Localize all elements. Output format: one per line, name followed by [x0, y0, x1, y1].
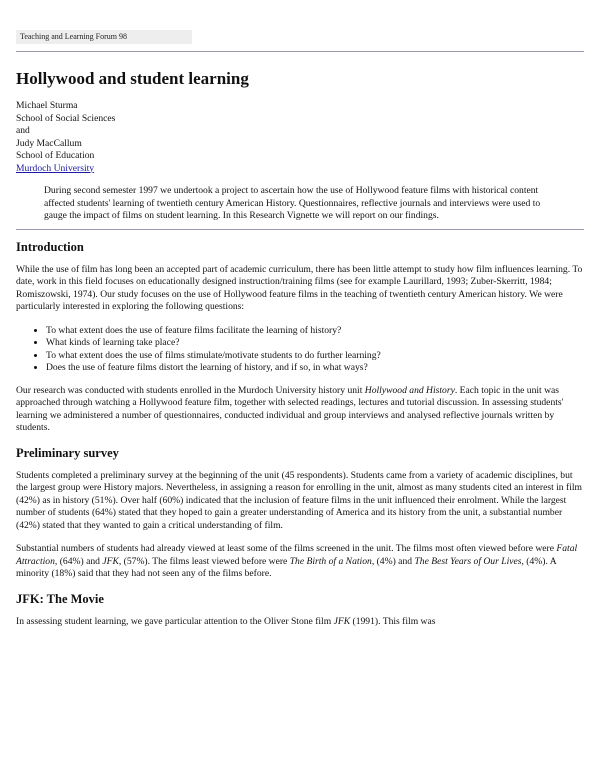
author-school: School of Education — [16, 150, 95, 161]
section-heading-introduction: Introduction — [16, 239, 84, 254]
list-item: • To what extent does the use of films stimulate/motivate students to do further learning? — [46, 350, 584, 363]
film-title: The Birth of a Nation — [289, 555, 372, 567]
author-name: Judy MacCallum — [16, 137, 82, 149]
section-divider — [16, 229, 584, 230]
forum-label: Teaching and Learning Forum 98 — [16, 30, 192, 44]
university-link[interactable]: Murdoch University — [16, 162, 95, 174]
film-title: JFK — [333, 615, 351, 627]
paragraph: While the use of film has long been an accepted part of academic curriculum, there has been little attempt to study how film influences learning. To date, work in this field focuses on educationally designed instruction/training films (see for example Laurillard, 1993; Zuber-Skerritt, 1984; Romiszowski, 1974). Our study focuses on the use of Hollywood feature films in the teaching of twentieth century American history. We were particularly interested in exploring the following questions: — [16, 263, 583, 312]
list-item: • To what extent does the use of feature films facilitate the learning of history? — [46, 325, 584, 338]
author-block — [16, 100, 584, 175]
question-list — [16, 325, 584, 375]
page-title: Hollywood and student learning — [16, 69, 249, 88]
paragraph: Our research was conducted with students enrolled in the Murdoch University history unit Hollywood and History. Each topic in the unit was approached through watching a Hollywood feature film, together with selected readings, lectures and tutorial discussion. In assessing students' learning we administered a number of questionnaires, conducted individual and group interviews and analysed reflective journals written by students. — [16, 384, 564, 433]
section-heading-survey: Preliminary survey — [16, 445, 119, 460]
unit-title: Hollywood and History — [364, 384, 455, 396]
paragraph: Students completed a preliminary survey at the beginning of the unit (45 respondents). Students came from a variety of academic disciplines, but the largest group were History majors. Nevertheless, in assigning a reason for enrolling in the unit, almost as many students cited an interest in film (42%) as in history (51%). Over half (60%) indicated that the inclusion of feature films in the unit influenced their enrolment. While the largest number of students (64%) stated that they hoped to gain a greater understanding of America and its history from the unit, a substantial number (42%) stated that they wanted to gain a critical understanding of film. — [16, 469, 582, 531]
author-conjunction: and — [16, 125, 30, 136]
list-item: • Does the use of feature films distort the learning of history, and if so, in what ways? — [46, 362, 584, 375]
paragraph: Substantial numbers of students had already viewed at least some of the films screened in the unit. The films most often viewed before were Fatal Attraction, (64%) and JFK, (57%). The films least viewed before were The Birth of a Nation, (4%) and The Best Years of Our Lives, (4%). A minority (18%) said that they had not seen any of the films before. — [16, 543, 578, 579]
abstract: During second semester 1997 we undertook a project to ascertain how the use of Hollywood feature films with historical content affected students' learning of twentieth century American History. Questionnaires, reflective journals and interviews were used to gauge the impact of films on student learning. In this Research Vignette we will report on our findings. — [44, 185, 541, 221]
top-divider — [16, 51, 584, 52]
author-school: School of Social Sciences — [16, 112, 116, 124]
film-title: JFK — [102, 555, 119, 567]
paragraph: In assessing student learning, we gave particular attention to the Oliver Stone film JFK (1991). This film was — [16, 615, 436, 627]
author-name: Michael Sturma — [16, 100, 78, 111]
film-title: The Best Years of Our Lives — [414, 555, 522, 567]
section-heading-jfk: JFK: The Movie — [16, 591, 104, 606]
list-item: • What kinds of learning take place? — [46, 337, 584, 350]
film-title: Fatal Attraction — [16, 543, 578, 567]
